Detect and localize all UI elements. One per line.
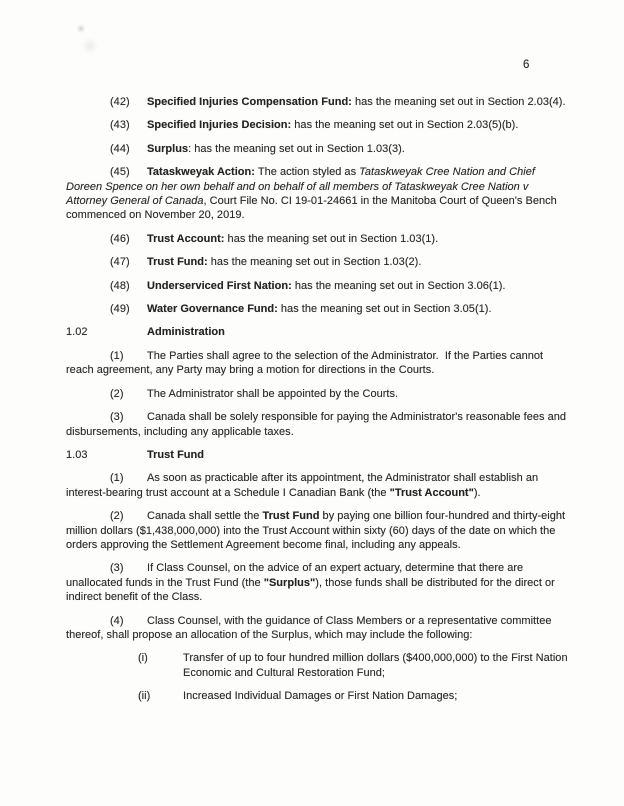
list-item-number: (i)	[138, 652, 148, 665]
section-title: Administration	[147, 326, 225, 339]
paragraph-number: (42)	[110, 96, 130, 108]
paragraph-number: (2)	[110, 510, 124, 523]
defined-term: Water Governance Fund:	[147, 303, 278, 316]
defined-term: Trust Account:	[147, 232, 225, 245]
section-paragraph-1-02-3	[66, 410, 568, 439]
definition-text: has the meaning set out in Section 1.03(1).	[224, 232, 439, 245]
paragraph-number: (47)	[110, 256, 130, 269]
paragraph-text: The Administrator shall be appointed by the Courts.	[147, 387, 399, 400]
paragraph-number: (1)	[110, 472, 124, 485]
section-heading-1-02	[66, 325, 568, 339]
section-number: 1.02	[66, 326, 88, 339]
defined-term: Specified Injuries Compensation Fund:	[147, 96, 352, 108]
page-number: 6	[523, 59, 530, 71]
paragraph-number: (48)	[110, 279, 130, 292]
list-item-number: (ii)	[138, 690, 151, 703]
scan-smudge	[82, 38, 98, 54]
definition-item-44	[66, 142, 568, 156]
definition-text: has the meaning set out in Section 2.03(4).	[351, 96, 566, 108]
section-number: 1.03	[66, 448, 88, 461]
defined-term: Tataskweyak Action:	[147, 166, 255, 179]
paragraph-number: (1)	[110, 349, 124, 362]
defined-term: Trust Fund	[262, 510, 320, 523]
definition-text: has the meaning set out in Section 3.05(1).	[277, 303, 492, 316]
list-item-i	[138, 651, 568, 680]
defined-term: Specified Injuries Decision:	[147, 119, 292, 132]
paragraph-text: Class Counsel, with the guidance of Class Members or a representative committee thereof, shall propose an allocation of the Surplus, which may include the following:	[66, 614, 552, 641]
defined-term: Underserviced First Nation:	[147, 279, 292, 292]
case-citation: Tataskweyak Cree Nation and Chief Doreen Spence on her own behalf and on behalf of all members of Tataskweyak Cree Nation v Attorney General of Canada	[66, 166, 535, 208]
paragraph-text: The Parties shall agree to the selection of the Administrator. If the Parties cannot reach agreement, any Party may bring a motion for directions in the Courts.	[66, 349, 544, 377]
paragraph-number: (44)	[110, 142, 130, 155]
paragraph-text: If Class Counsel, on the advice of an expert actuary, determine that there are unallocated funds in the Trust Fund (the	[66, 562, 524, 589]
definition-item-46	[66, 232, 568, 246]
definition-text: has the meaning set out in Section 1.03(2).	[207, 256, 422, 269]
defined-term: "Trust Account"	[389, 486, 474, 499]
definition-item-47	[66, 255, 568, 269]
paragraph-text: Canada shall be solely responsible for paying the Administrator's reasonable fees and disbursements, including any applicable taxes.	[66, 411, 566, 438]
section-heading-1-03	[66, 448, 568, 462]
paragraph-number: (43)	[110, 119, 130, 132]
section-paragraph-1-03-2	[66, 509, 568, 552]
defined-term: "Surplus"	[263, 576, 316, 589]
list-item-text: Transfer of up to four hundred million dollars ($400,000,000) to the First Nation Economic and Cultural Restoration Fund;	[183, 652, 568, 679]
paragraph-number: (3)	[110, 411, 124, 424]
document-body	[66, 95, 568, 713]
section-title: Trust Fund	[147, 448, 205, 461]
definition-item-43	[66, 118, 568, 132]
definition-text: The action styled as	[254, 166, 360, 179]
defined-term: Trust Fund:	[147, 256, 208, 269]
paragraph-text: by paying one billion four-hundred and thirty-eight million dollars ($1,438,000,000) into the Trust Account within sixty (60) days of the date on which the orders approving the Settlement Agreement become final, including any appeals.	[66, 510, 566, 551]
definition-item-48	[66, 279, 568, 293]
definition-item-49	[66, 302, 568, 316]
scan-smudge	[76, 24, 86, 33]
paragraph-number: (4)	[110, 614, 124, 627]
defined-term: Surplus	[147, 142, 189, 155]
definition-text: , Court File No. CI 19-01-24661 in the Manitoba Court of Queen's Bench commenced on November 20, 2019.	[66, 195, 557, 222]
paragraph-number: (45)	[110, 166, 130, 179]
paragraph-number: (49)	[110, 303, 130, 316]
section-paragraph-1-03-1	[66, 471, 568, 500]
paragraph-text: ).	[473, 486, 481, 499]
paragraph-text: ), those funds shall be distributed for the direct or indirect benefit of the Class.	[66, 576, 555, 604]
list-item-text: Increased Individual Damages or First Nation Damages;	[183, 690, 458, 703]
paragraph-number: (3)	[110, 562, 124, 575]
paragraph-number: (2)	[110, 387, 124, 400]
list-item-ii	[138, 689, 568, 703]
definition-text: has the meaning set out in Section 3.06(1).	[291, 279, 506, 292]
definition-text: : has the meaning set out in Section 1.03(3).	[188, 142, 405, 155]
paragraph-text: As soon as practicable after its appointment, the Administrator shall establish an interest-bearing trust account at a Schedule I Canadian Bank (the	[66, 472, 539, 499]
section-paragraph-1-02-2	[66, 387, 568, 401]
definition-item-42	[66, 95, 568, 109]
paragraph-number: (46)	[110, 232, 130, 245]
paragraph-text: Canada shall settle the	[147, 510, 263, 523]
definition-text: has the meaning set out in Section 2.03(5)(b).	[291, 119, 519, 132]
section-paragraph-1-03-3	[66, 561, 568, 604]
section-paragraph-1-02-1	[66, 349, 568, 378]
definition-item-45	[66, 165, 568, 223]
section-paragraph-1-03-4	[66, 614, 568, 643]
